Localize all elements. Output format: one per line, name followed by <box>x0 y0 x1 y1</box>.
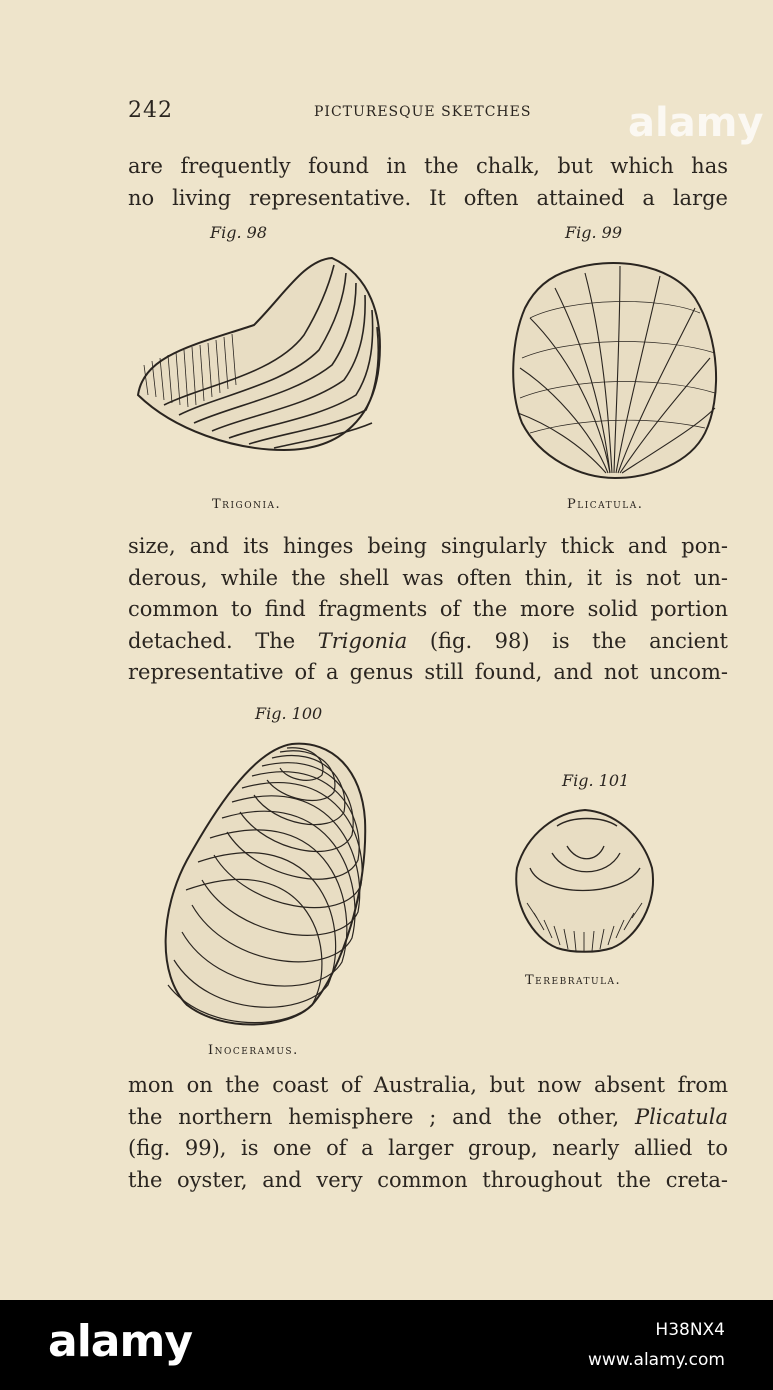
plicatula-italic: Plicatula <box>634 1104 728 1129</box>
fig101-label: Fig. 101 <box>562 771 630 790</box>
inoceramus-illustration <box>162 740 368 1032</box>
text-line: (fig. 99), is one of a larger group, nearly allied to <box>128 1136 728 1160</box>
trigonia-illustration <box>134 255 384 455</box>
text-line: mon on the coast of Australia, but now absent from <box>128 1073 728 1097</box>
plicatula-illustration <box>510 258 722 480</box>
text-line <box>128 1102 728 1134</box>
paragraph-top <box>128 151 728 214</box>
text-line: representative of a genus still found, and not uncom- <box>128 660 728 684</box>
site-url: www.alamy.com <box>587 1350 725 1370</box>
watermark-footer <box>0 1300 773 1390</box>
text-segment: detached. The <box>128 628 318 653</box>
alamy-logo: alamy <box>48 1316 192 1367</box>
text-line: derous, while the shell was often thin, it is not un- <box>128 565 728 590</box>
page-number: 242 <box>128 98 173 123</box>
paragraph-bottom <box>128 1070 728 1196</box>
running-title: PICTURESQUE SKETCHES <box>314 104 532 120</box>
fig98-caption: Trigonia. <box>212 497 282 512</box>
fig99-label: Fig. 99 <box>565 223 622 242</box>
terebratula-illustration <box>512 808 658 954</box>
text-line: no living representative. It often attained a large <box>128 185 728 210</box>
text-segment: (fig. 98) is the ancient <box>407 628 728 653</box>
text-line: are frequently found in the chalk, but which has <box>128 154 728 178</box>
watermark-top: alamy <box>628 100 764 146</box>
paragraph-middle <box>128 531 728 689</box>
trigonia-italic: Trigonia <box>317 628 408 653</box>
fig100-label: Fig. 100 <box>255 704 323 723</box>
fig101-caption: Terebratula. <box>525 973 622 988</box>
text-line <box>128 626 728 658</box>
text-line: common to find fragments of the more solid portion <box>128 597 728 621</box>
text-line: the oyster, and very common throughout the creta- <box>128 1167 728 1192</box>
text-line: size, and its hinges being singularly thick and pon- <box>128 534 728 558</box>
text-segment: the northern hemisphere ; and the other, <box>128 1104 635 1129</box>
fig98-label: Fig. 98 <box>210 223 267 242</box>
fig100-caption: Inoceramus. <box>208 1043 299 1058</box>
fig99-caption: Plicatula. <box>567 497 644 512</box>
image-id: H38NX4 <box>655 1320 725 1340</box>
